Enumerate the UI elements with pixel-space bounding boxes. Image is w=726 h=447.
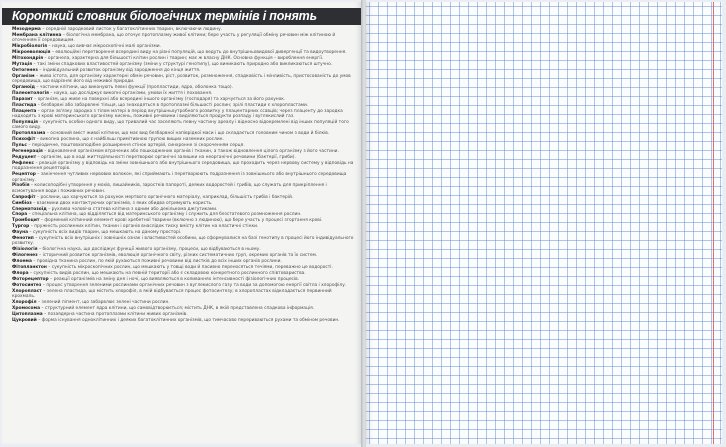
glossary-definition: – наука, що вивчає мікроскопічні малі організми.: [47, 44, 161, 50]
glossary-definition: – рухлива чоловіча статева клітина з одним або декількома джгутиками.: [46, 206, 218, 212]
glossary-term: Хромосома: [12, 305, 41, 311]
glossary-entry: [12, 68, 354, 73]
glossary-definition: – сукупність мікроскопічних рослин, що мешкають у товщі води й пасивно переносяться течіями, переважно це водорості.: [46, 265, 333, 271]
glossary-definition: – середній зародковий листок у багатоклітинних тварин, включаючи людину.: [40, 27, 223, 32]
glossary-definition: – формений клітинний елемент крові хребетної тварини (включно з людиною), що бере участь у процесі згортання крові.: [39, 218, 323, 224]
glossary-definition: – частини клітини, що виконують певні функції (пропластиди, ядро, оболонка тощо).: [35, 85, 233, 91]
glossary-definition: – реакції організмів на зміну дня і ночі, що виявляються в коливаннях інтенсивності фізіологічних процесів.: [48, 276, 300, 282]
glossary-definition: – процес утворення зеленими рослинами органічних речовин з вуглекислого газу та води за допомогою енергії світла і хлорофілу.: [41, 282, 347, 288]
red-margin-line: [713, 2, 714, 444]
glossary-term: Палеонтологія: [12, 90, 49, 96]
glossary-entry: [12, 27, 354, 32]
glossary-definition: – сукупність всіх внутрішніх і зовнішніх ознак і властивостей особини, що сформувалися на базі генотипу в процесі його індивідуального розвитку.: [12, 236, 354, 247]
glossary-entry: [12, 289, 354, 300]
glossary-term: Сапрофіт: [12, 194, 36, 200]
glossary-term: Популяція: [12, 119, 38, 125]
glossary-entry: [12, 183, 354, 194]
glossary-definition: – жива істота, для організму характерні обмін речовин, ріст, розвиток, розмноження, спадковість і мінливість, пристосованість до умов середовища, що відрізняє його від неживої природи.: [12, 73, 351, 85]
glossary-definition: – взаємини двох контактуючих організмів, з яких обидва отримують користь.: [31, 200, 213, 206]
glossary-term: Мутація: [12, 61, 33, 67]
glossary-term: Цукровий: [12, 317, 37, 323]
glossary-term: Пластида: [12, 102, 37, 108]
glossary-entry: [12, 201, 354, 206]
glossary-term: Протоплазма: [12, 131, 46, 137]
glossary-entry: [12, 247, 354, 252]
glossary-list: [12, 27, 354, 323]
glossary-entry: [12, 97, 354, 102]
glossary-term: Фауна: [12, 230, 29, 236]
glossary-definition: – відновлення організмом втрачених або пошкоджених органів і тканин, а також відновлення цілого організму з його частини.: [42, 148, 339, 154]
glossary-definition: – сукупність видів рослин, що мешкають на певній території або є складовою конкретного рослинного співтовариства.: [28, 270, 306, 276]
glossary-entry: [12, 230, 354, 235]
glossary-term: Паразит: [12, 96, 33, 102]
glossary-entry: [12, 85, 354, 90]
glossary-term: Рефлекс: [12, 160, 35, 166]
glossary-term: Редуцент: [12, 154, 37, 160]
glossary-term: Пульс: [12, 143, 27, 149]
glossary-term: Мікробіологія: [12, 44, 48, 50]
glossary-definition: – зелена пластида, що містить хлорофіл, в якій відбувається процес фотосинтезу; в хлоропластах відкладається первинний крохмаль.: [12, 288, 332, 300]
glossary-term: Мітохондрія: [12, 56, 43, 62]
glossary-entry: [12, 50, 354, 55]
glossary-entry: [12, 224, 354, 229]
glossary-entry: [12, 109, 354, 120]
title-banner: [2, 8, 362, 25]
glossary-term: Регенерація: [12, 148, 43, 154]
glossary-definition: – форма існування одноклітинних і деяких багатоклітинних організмів, що тимчасово перериваються рухами та обміном речовин.: [36, 317, 340, 323]
glossary-term: Цитоплазма: [12, 311, 43, 317]
glossary-definition: – наука, що досліджує викопні організми, умови їх життя і поховання.: [48, 90, 213, 96]
glossary-entry: [12, 131, 354, 136]
glossary-entry: [12, 161, 354, 172]
glossary-definition: – викопна рослина, що є найбільш примітивною групою вищих наземних рослин.: [35, 137, 224, 143]
glossary-definition: – пружність рослинних клітин, тканин і органів внаслідок тиску вмісту клітин на еластичні стінки.: [29, 224, 259, 230]
glossary-entry: [12, 265, 354, 270]
glossary-term: Мезодерма: [12, 27, 41, 32]
glossary-entry: [12, 74, 354, 85]
glossary-term: Фоторецептор: [12, 276, 49, 282]
right-page-grid: [366, 2, 722, 444]
glossary-term: Фізіологія: [12, 247, 38, 253]
glossary-term: Різобія: [12, 183, 30, 189]
glossary-definition: – реакція організму у відповідь на зміни зовнішнього або внутрішнього середовища, що проходить через нервову систему у відповідь на подразнення рецепторів.: [12, 160, 354, 172]
glossary-term: Мікроеволюція: [12, 50, 51, 56]
glossary-definition: – біологічна мембрана, що оточує протоплазму живої клітини; бере участь у регуляції обміну речовин між клітиною й оточенням її середовищем.: [12, 32, 336, 44]
glossary-term: Організм: [12, 73, 35, 79]
glossary-term: Тургор: [12, 224, 30, 230]
glossary-entry: [12, 143, 354, 148]
glossary-entry: [12, 283, 354, 288]
glossary-definition: – біологічна наука, що досліджує функції живого організму, процеси, що відбуваються в ньому.: [37, 247, 261, 253]
glossary-entry: [12, 149, 354, 154]
glossary-entry: [12, 218, 354, 223]
glossary-term: Фотосинтез: [12, 282, 42, 288]
page-title: Короткий словник біологічних термінів і понять: [12, 9, 317, 23]
glossary-definition: – індивідуальний розвиток організму від зародження до кінця життя.: [37, 67, 201, 73]
glossary-term: Спора: [12, 212, 28, 218]
glossary-term: Сперматозоїд: [12, 206, 47, 212]
glossary-entry: [12, 56, 354, 61]
glossary-term: Плацента: [12, 108, 37, 114]
glossary-term: Філогенез: [12, 253, 38, 259]
glossary-definition: – рослини, що харчуються за рахунок мертвого органічного матеріалу, наприклад, більшість грибів і бактерій.: [35, 194, 294, 200]
glossary-definition: – провідна тканина рослин, по якій рухаються поживні речовини від листків до всіх інших органів рослини.: [31, 259, 282, 265]
glossary-entry: [12, 318, 354, 323]
glossary-definition: – еволюційні перетворення всередині виду на рівні популяцій, що ведуть до внутрішньовидової дивергенції та видоутворення.: [50, 50, 347, 56]
glossary-entry: [12, 91, 354, 96]
glossary-definition: – організм, що живе на поверхні або всередині іншого організму (господаря) та харчується за його рахунок.: [32, 96, 286, 102]
glossary-entry: [12, 195, 354, 200]
glossary-entry: [12, 103, 354, 108]
glossary-term: Мембрана клітинна: [12, 32, 62, 38]
glossary-term: Флоема: [12, 259, 32, 265]
glossary-definition: – безбарвні або забарвлені тільця, що знаходяться в протоплазмі більшості рослин; зрілі пластиди є хлоропластами.: [36, 102, 309, 108]
glossary-definition: – сукупність всіх видів тварин, що мешкають на даному просторі.: [28, 230, 182, 236]
glossary-definition: – спеціальна клітина, що відділяється від материнського організму і служить для безстатевого розмноження рослин.: [27, 212, 302, 218]
glossary-definition: – колисоподібні утворення у мохів, лишайників, заростків папороті, деяких водоростей і грибів, що служать для прикріплення і всмоктування води і поживних речовин.: [12, 183, 327, 194]
glossary-entry: [12, 271, 354, 276]
glossary-term: Хлорофіл: [12, 299, 37, 305]
glossary-term: Органоїд: [12, 85, 35, 91]
glossary-definition: – закінчення чутливих нервових волокон, які сприймають і перетворюють подразнення із зовнішнього або внутрішнього середовища організму.: [12, 172, 347, 183]
glossary-entry: [12, 277, 354, 282]
glossary-term: Психофіт: [12, 137, 36, 143]
left-page-glossary: [2, 2, 362, 444]
glossary-term: Тромбоцит: [12, 218, 40, 224]
glossary-entry: [12, 120, 354, 131]
glossary-entry: [12, 33, 354, 44]
glossary-definition: – сукупність особин одного виду, що тривалий час заселяють певну частину ареалу і відносно відокремлені від інших популяцій того самого виду.: [12, 119, 349, 131]
glossary-entry: [12, 137, 354, 142]
glossary-term: Фітопланктон: [12, 265, 47, 271]
glossary-term: Рецептор: [12, 172, 36, 178]
glossary-entry: [12, 306, 354, 311]
glossary-entry: [12, 312, 354, 317]
glossary-entry: [12, 62, 354, 67]
glossary-definition: – періодичне, поштовхоподібне розширення стінок артерій, синхронне зі скороченням серця.: [26, 143, 245, 149]
glossary-entry: [12, 253, 354, 258]
glossary-term: Онтогенез: [12, 67, 38, 73]
glossary-term: Симбіоз: [12, 200, 32, 206]
glossary-entry: [12, 155, 354, 160]
glossary-entry: [12, 236, 354, 247]
glossary-term: Фенотип: [12, 236, 34, 241]
glossary-definition: – історичний розвиток організмів, еволюція органічного світу, різних систематичних груп, окремих органів та їх систем.: [37, 253, 318, 259]
glossary-definition: – організм, що в ході життєдіяльності перетворює органічні залишки на неорганічні речовини (бактерії, гриби).: [36, 154, 296, 160]
glossary-term: Флора: [12, 270, 29, 276]
glossary-definition: – зелений пігмент, що забарвлює зелені частини рослин.: [36, 299, 170, 305]
glossary-definition: – структурний елемент ядра клітини, що самовідтворюється; містить ДНК, в якій представлена спадкова інформація.: [40, 305, 315, 311]
glossary-definition: – основний вміст живої клітини, що має вид безбарвної напіврідкої маси і що складається головним чином з води й білків.: [45, 131, 330, 137]
glossary-entry: [12, 44, 354, 49]
glossary-definition: – орган зв'язку зародка з тілом матері в період внутрішньоутробного розвитку у плацентарних ссавців; через плаценту до зародка надходять з крові материнського організму кисень, поживні речовини і виділяються продукти розпаду і вуглекислий газ.: [12, 108, 343, 120]
glossary-entry: [12, 172, 354, 183]
glossary-definition: – такі зміни спадкових властивостей організму (зміни у структурі генотипу), що виникають природно або викликаються штучно.: [32, 61, 333, 67]
glossary-entry: [12, 300, 354, 305]
glossary-definition: – органела, характерна для більшості клітин рослин і тварин; має ж власну ДНК. Основна функція – вироблення енергії.: [43, 56, 324, 62]
glossary-entry: [12, 259, 354, 264]
glossary-definition: – позаядерна частина протоплазми клітини живих організмів.: [42, 311, 188, 317]
glossary-term: Хлоропласт: [12, 288, 42, 294]
